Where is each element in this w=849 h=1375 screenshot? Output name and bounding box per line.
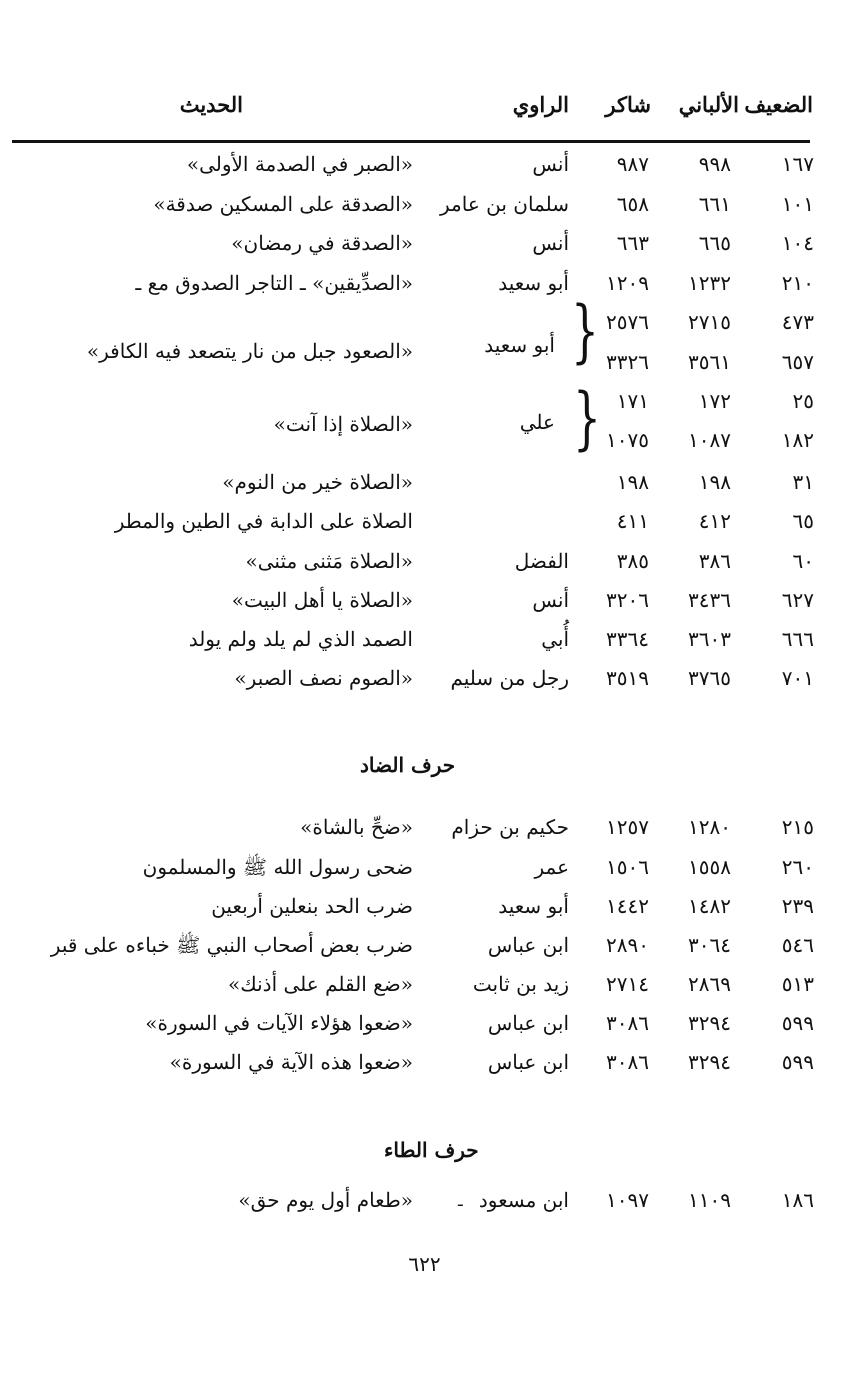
shakir-number: ١٤٤٢ (606, 894, 649, 918)
table-row (0, 887, 849, 925)
hadith-text: «ضعوا هؤلاء الآيات في السورة» (145, 1011, 413, 1035)
shakir-number: ٦٦٣ (616, 231, 649, 255)
albani-number: ٣٨٦ (698, 549, 731, 573)
daif-number: ١٨٢ (781, 428, 814, 452)
albani-number: ٣٦٠٣ (688, 627, 731, 651)
narrator: حكيم بن حزام (451, 815, 569, 839)
table-row (0, 1181, 849, 1219)
daif-number: ١٠١ (781, 192, 814, 216)
daif-number: ٥١٣ (781, 972, 814, 996)
daif-number: ٢٣٩ (781, 894, 814, 918)
daif-number: ٢١٠ (781, 271, 814, 295)
table-row (0, 264, 849, 302)
table-row (0, 185, 849, 223)
hadith-text: ضرب بعض أصحاب النبي ﷺ خباءه على قبر (50, 933, 413, 957)
header-albani: الألباني (678, 92, 739, 117)
albani-number: ٦٦٥ (698, 231, 731, 255)
albani-number: ١٤٨٢ (688, 894, 731, 918)
shakir-number: ٣٥١٩ (606, 666, 649, 690)
narrator: ابن عباس (487, 933, 569, 957)
table-row (0, 542, 849, 580)
shakir-number: ٣٠٨٦ (606, 1050, 649, 1074)
hadith-text: «الصوم نصف الصبر» (234, 666, 413, 690)
hadith-text: «الصلاة يا أهل البيت» (231, 588, 413, 612)
shakir-number: ٤١١ (616, 509, 649, 533)
shakir-number: ٦٥٨ (616, 192, 649, 216)
narrator: الفضل (514, 549, 569, 573)
header-hadith: الحديث (179, 92, 243, 117)
narrator: ابن عباس (487, 1011, 569, 1035)
hadith-text: «الصلاة خير من النوم» (222, 470, 413, 494)
shakir-number: ٢٧١٤ (606, 972, 649, 996)
narrator: أبو سعيد (498, 894, 569, 918)
header-daif: الضعيف (744, 92, 813, 117)
group-brace: } (571, 292, 599, 372)
daif-number: ٦٢٧ (781, 588, 814, 612)
narrator: سلمان بن عامر (439, 192, 569, 216)
hadith-text: «الصبر في الصدمة الأولى» (186, 152, 413, 176)
shakir-number: ١٠٩٧ (606, 1188, 649, 1212)
daif-number: ٦٥ (792, 509, 814, 533)
narrator: أنس (532, 152, 569, 176)
shakir-number: ٣٢٠٦ (606, 588, 649, 612)
daif-number: ٦٦٦ (781, 627, 814, 651)
daif-number: ٤٧٣ (781, 310, 814, 334)
table-row (0, 581, 849, 619)
hadith-text: ضحى رسول الله ﷺ والمسلمون (142, 855, 413, 879)
albani-number: ٣٧٦٥ (688, 666, 731, 690)
shakir-number: ١٢٥٧ (606, 815, 649, 839)
albani-number: ١٠٨٧ (688, 428, 731, 452)
daif-number: ١٨٦ (781, 1188, 814, 1212)
shakir-number: ١٧١ (616, 389, 649, 413)
hadith-text: «الصلاة مَثنى مثنى» (245, 549, 413, 573)
daif-number: ٥٩٩ (781, 1050, 814, 1074)
albani-number: ١٢٣٢ (688, 271, 731, 295)
albani-number: ٤١٢ (698, 509, 731, 533)
albani-number: ٦٦١ (698, 192, 731, 216)
table-row (0, 659, 849, 697)
hadith-text: «الصدقة في رمضان» (231, 231, 413, 255)
narrator: رجل من سليم (450, 666, 569, 690)
daif-number: ٦٥٧ (781, 350, 814, 374)
narrator: ابن عباس (487, 1050, 569, 1074)
shakir-number: ٣٠٨٦ (606, 1011, 649, 1035)
narrator: أُبي (541, 627, 569, 651)
table-row (0, 224, 849, 262)
table-row (0, 926, 849, 964)
hadith-text: الصمد الذي لم يلد ولم يولد (188, 627, 413, 651)
daif-number: ٢٦٠ (781, 855, 814, 879)
hadith-text: «ضعوا هذه الآية في السورة» (169, 1050, 413, 1074)
hadith-text: الصلاة على الدابة في الطين والمطر (114, 509, 413, 533)
narrator-merged: علي (519, 410, 555, 434)
narrator: زيد بن ثابت (472, 972, 569, 996)
header-rule (12, 140, 810, 143)
hadith-text: ضرب الحد بنعلين أربعين (211, 894, 413, 918)
table-row (0, 502, 849, 540)
shakir-number: ٣٣٦٤ (606, 627, 649, 651)
shakir-number: ٣٣٢٦ (606, 350, 649, 374)
shakir-number: ٢٥٧٦ (606, 310, 649, 334)
dash-mark: ـ (458, 1191, 463, 1210)
hadith-text: «الصدِّيقين» ـ التاجر الصدوق مع ـ (135, 271, 413, 295)
albani-number: ٢٧١٥ (688, 310, 731, 334)
table-row (0, 808, 849, 846)
shakir-number: ١٩٨ (616, 470, 649, 494)
albani-number: ١٥٥٨ (688, 855, 731, 879)
group-brace: } (573, 379, 601, 459)
shakir-number: ١٢٠٩ (606, 271, 649, 295)
narrator: عمر (534, 855, 569, 879)
albani-number: ٣٥٦١ (688, 350, 731, 374)
albani-number: ٣٢٩٤ (688, 1011, 731, 1035)
header-rawi: الراوي (512, 92, 569, 117)
page-number: ٦٢٢ (408, 1252, 441, 1276)
albani-number: ٣٢٩٤ (688, 1050, 731, 1074)
section-heading-dad: حرف الضاد (360, 753, 456, 777)
albani-number: ٣٠٦٤ (688, 933, 731, 957)
daif-number: ١٦٧ (781, 152, 814, 176)
shakir-number: ١٠٧٥ (606, 428, 649, 452)
albani-number: ١٢٨٠ (688, 815, 731, 839)
shakir-number: ٩٨٧ (616, 152, 649, 176)
table-row (0, 145, 849, 183)
narrator: أنس (532, 231, 569, 255)
albani-number: ٢٨٦٩ (688, 972, 731, 996)
hadith-text: «ضع القلم على أذنك» (228, 972, 413, 996)
albani-number: ٣٤٣٦ (688, 588, 731, 612)
narrator-merged: أبو سعيد (484, 333, 555, 357)
narrator: أنس (532, 588, 569, 612)
table-row (0, 848, 849, 886)
header-shakir: شاكر (605, 92, 651, 117)
daif-number: ٥٩٩ (781, 1011, 814, 1035)
hadith-text-merged: «الصلاة إذا آنت» (273, 412, 413, 436)
shakir-number: ٣٨٥ (616, 549, 649, 573)
albani-number: ٩٩٨ (698, 152, 731, 176)
table-row (0, 463, 849, 501)
daif-number: ٢٥ (792, 389, 814, 413)
albani-number: ١١٠٩ (688, 1188, 731, 1212)
albani-number: ١٧٢ (698, 389, 731, 413)
albani-number: ١٩٨ (698, 470, 731, 494)
hadith-text: «ضحِّ بالشاة» (300, 815, 413, 839)
daif-number: ٣١ (792, 470, 814, 494)
daif-number: ٥٤٦ (781, 933, 814, 957)
table-row (0, 1004, 849, 1042)
narrator: ابن مسعود (478, 1188, 569, 1212)
narrator: أبو سعيد (498, 271, 569, 295)
daif-number: ٧٠١ (781, 666, 814, 690)
table-row (0, 965, 849, 1003)
daif-number: ١٠٤ (781, 231, 814, 255)
shakir-number: ١٥٠٦ (606, 855, 649, 879)
table-row (0, 1043, 849, 1081)
section-heading-ta: حرف الطاء (384, 1138, 479, 1162)
shakir-number: ٢٨٩٠ (606, 933, 649, 957)
hadith-text: «طعام أول يوم حق» (238, 1188, 413, 1212)
daif-number: ٦٠ (792, 549, 814, 573)
hadith-text-merged: «الصعود جبل من نار يتصعد فيه الكافر» (86, 339, 413, 363)
daif-number: ٢١٥ (781, 815, 814, 839)
table-row (0, 620, 849, 658)
hadith-text: «الصدقة على المسكين صدقة» (153, 192, 413, 216)
